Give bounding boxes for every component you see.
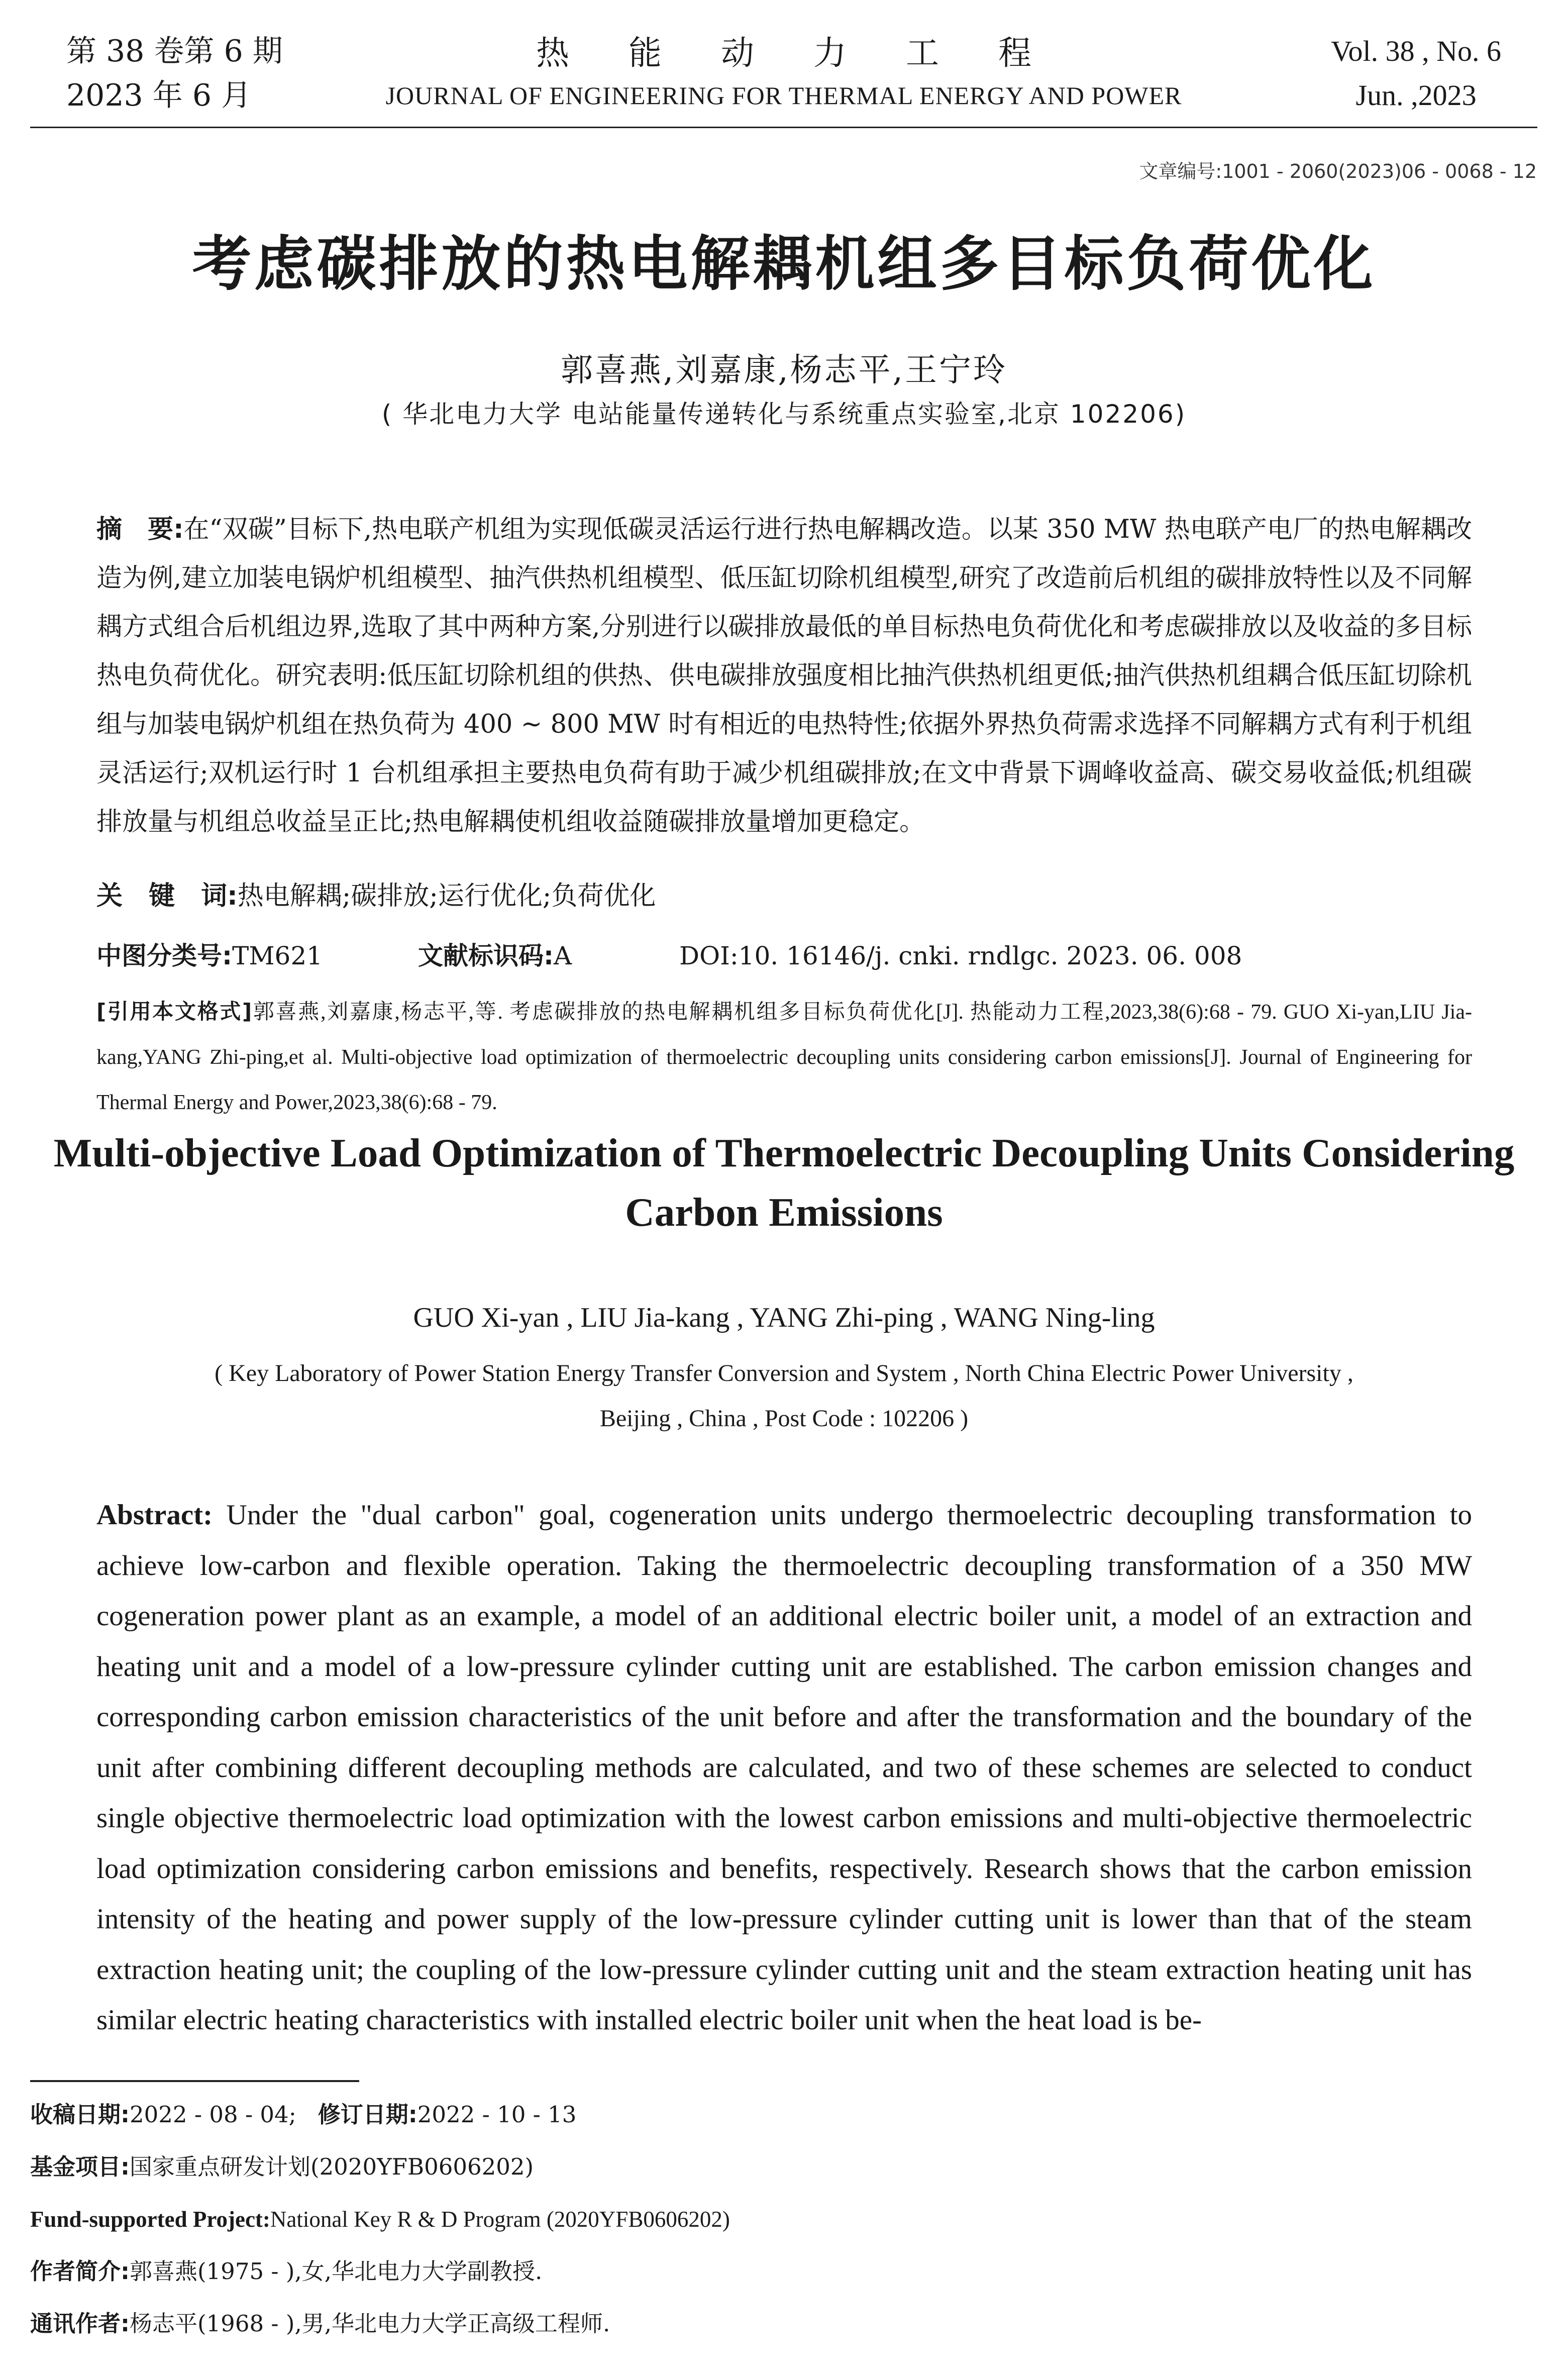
running-header — [66, 29, 1501, 115]
doi: DOI:10. 16146/j. cnki. rndlgc. 2023. 06. 008 — [679, 941, 1242, 970]
date-en: Jun. ,2023 — [1355, 79, 1477, 112]
abstract-cn-text: 在“双碳”目标下,热电联产机组为实现低碳灵活运行进行热电解耦改造。以某 350 MW 热电联产电厂的热电解耦改造为例,建立加装电锅炉机组模型、抽汽供热机组模型、低压缸切除机组模型,研究了改造前后机组的碳排放特性以及不同解耦方式组合后机组边界,选取了其中两种方案,分别进行以碳排放最低的单目标热电负荷优化和考虑碳排放以及收益的多目标热电负荷优化。研究表明:低压缸切除机组的供热、供电碳排放强度相比抽汽供热机组更低;抽汽供热机组耦合低压缸切除机组与加装电锅炉机组在热负荷为 400 ~ 800 MW 时有相近的电热特性;依据外界热负荷需求选择不同解耦方式有利于机组灵活运行;双机运行时 1 台机组承担主要热电负荷有助于减少机组碳排放;在文中背景下调峰收益高、碳交易收益低;机组碳排放量与机组总收益呈正比;热电解耦使机组收益随碳排放量增加更稳定。 — [96, 515, 1472, 837]
classification-line — [96, 936, 1472, 972]
title-cn: 考虑碳排放的热电解耦机组多目标负荷优化 — [192, 229, 1376, 299]
footnote-corresponding — [30, 2309, 1537, 2339]
citation-label: [引用本文格式] — [96, 999, 252, 1024]
affiliation-en: ( Key Laboratory of Power Station Energy Transfer Conversion and System , North China Electric Power University , Beijing , China , Post Code : 102206 ) — [215, 1360, 1353, 1432]
issue-cn: 第 38 卷第 6 期 — [66, 34, 283, 69]
abstract-en — [96, 1490, 1472, 2046]
abstract-cn-label: 摘 要: — [96, 515, 184, 544]
affiliation-cn: ( 华北电力大学 电站能量传递转化与系统重点实验室,北京 102206) — [381, 400, 1187, 429]
abstract-en-text: Under the "dual carbon" goal, cogeneration units undergo thermoelectric decoupling transformation to achieve low-carbon and flexible operation. Taking the thermoelectric decoupling transformation of a 350 MW cogeneration power plant as an example, a model of an additional electric boiler unit, a model of an extraction and heating unit and a model of a low-pressure cylinder cutting unit are established. The carbon emission changes and corresponding carbon emission characteristics of the unit before and after the transformation and the boundary of the unit after combining different decoupling methods are calculated, and two of these schemes are selected to conduct single objective thermoelectric load optimization with the lowest carbon emissions and multi-objective thermoelectric load optimization considering carbon emissions and benefits, respectively. Research shows that the carbon emission intensity of the heating and power supply of the low-pressure cylinder cutting unit is lower than that of the steam extraction heating unit; the coupling of the low-pressure cylinder cutting unit and the steam extraction heating unit has similar electric heating characteristics with installed electric boiler unit when the heat load is be- — [96, 1499, 1472, 2036]
title-en: Multi-objective Load Optimization of Thermoelectric Decoupling Units Considering Carbon Emissions — [53, 1130, 1515, 1235]
footnote-author — [30, 2256, 1537, 2287]
journal-title-cn: 热能动力工程 — [536, 34, 1091, 72]
footnote-fund-en — [30, 2204, 1537, 2234]
fund-cn: 国家重点研发计划(2020YFB0606202) — [130, 2153, 534, 2180]
abstract-en-label: Abstract: — [96, 1499, 213, 1531]
journal-title-en: JOURNAL OF ENGINEERING FOR THERMAL ENERGY AND POWER — [385, 81, 1182, 110]
author-info: 郭喜燕(1975 - ),女,华北电力大学副教授. — [130, 2258, 543, 2285]
doc-code-label: 文献标识码: — [418, 941, 554, 970]
received-date: 2022 - 08 - 04; — [130, 2101, 296, 2128]
authors-en: GUO Xi-yan , LIU Jia-kang , YANG Zhi-ping , WANG Ning-ling — [413, 1302, 1155, 1333]
issue-info-en — [1331, 29, 1501, 118]
clc-code: TM621 — [232, 941, 323, 970]
keywords-cn — [96, 874, 1472, 912]
footnote-fund-cn — [30, 2152, 1537, 2182]
abstract-cn — [96, 505, 1472, 846]
received-label: 收稿日期: — [30, 2101, 130, 2128]
footnote-rule — [30, 2080, 359, 2082]
footnote-dates — [30, 2100, 1537, 2130]
date-cn: 2023 年 6 月 — [66, 78, 252, 113]
doc-code: A — [554, 941, 572, 970]
authors-cn: 郭喜燕,刘嘉康,杨志平,王宁玲 — [560, 352, 1008, 389]
volume-en: Vol. 38 , No. 6 — [1331, 35, 1501, 67]
corresponding-info: 杨志平(1968 - ),男,华北电力大学正高级工程师. — [130, 2310, 610, 2337]
article-number: 文章编号:1001 - 2060(2023)06 - 0068 - 12 — [1139, 160, 1537, 182]
fund-cn-label: 基金项目: — [30, 2153, 130, 2180]
citation-text: 郭喜燕,刘嘉康,杨志平,等. 考虑碳排放的热电解耦机组多目标负荷优化[J]. 热能动力工程,2023,38(6):68 - 79. GUO Xi-yan,LIU Jia-kang,YANG Zhi-ping,et al. Multi-objective load optimization of thermoelectric decoupling units considering carbon emissions[J]. Journal of Engineering for Thermal Energy and Power,2023,38(6):68 - 79. — [96, 1001, 1472, 1114]
keywords-cn-label: 关 键 词: — [96, 881, 238, 911]
clc-label: 中图分类号: — [96, 941, 232, 970]
journal-name — [66, 29, 1501, 114]
corresponding-label: 通讯作者: — [30, 2310, 130, 2337]
revised-date: 2022 - 10 - 13 — [417, 2101, 577, 2128]
header-rule — [30, 127, 1537, 128]
revised-label: 修订日期: — [318, 2101, 417, 2128]
citation-format — [96, 989, 1472, 1125]
author-label: 作者简介: — [30, 2258, 130, 2285]
fund-en-label: Fund-supported Project: — [30, 2207, 270, 2232]
fund-en: National Key R & D Program (2020YFB0606202) — [270, 2207, 730, 2232]
keywords-cn-text: 热电解耦;碳排放;运行优化;负荷优化 — [237, 881, 656, 911]
